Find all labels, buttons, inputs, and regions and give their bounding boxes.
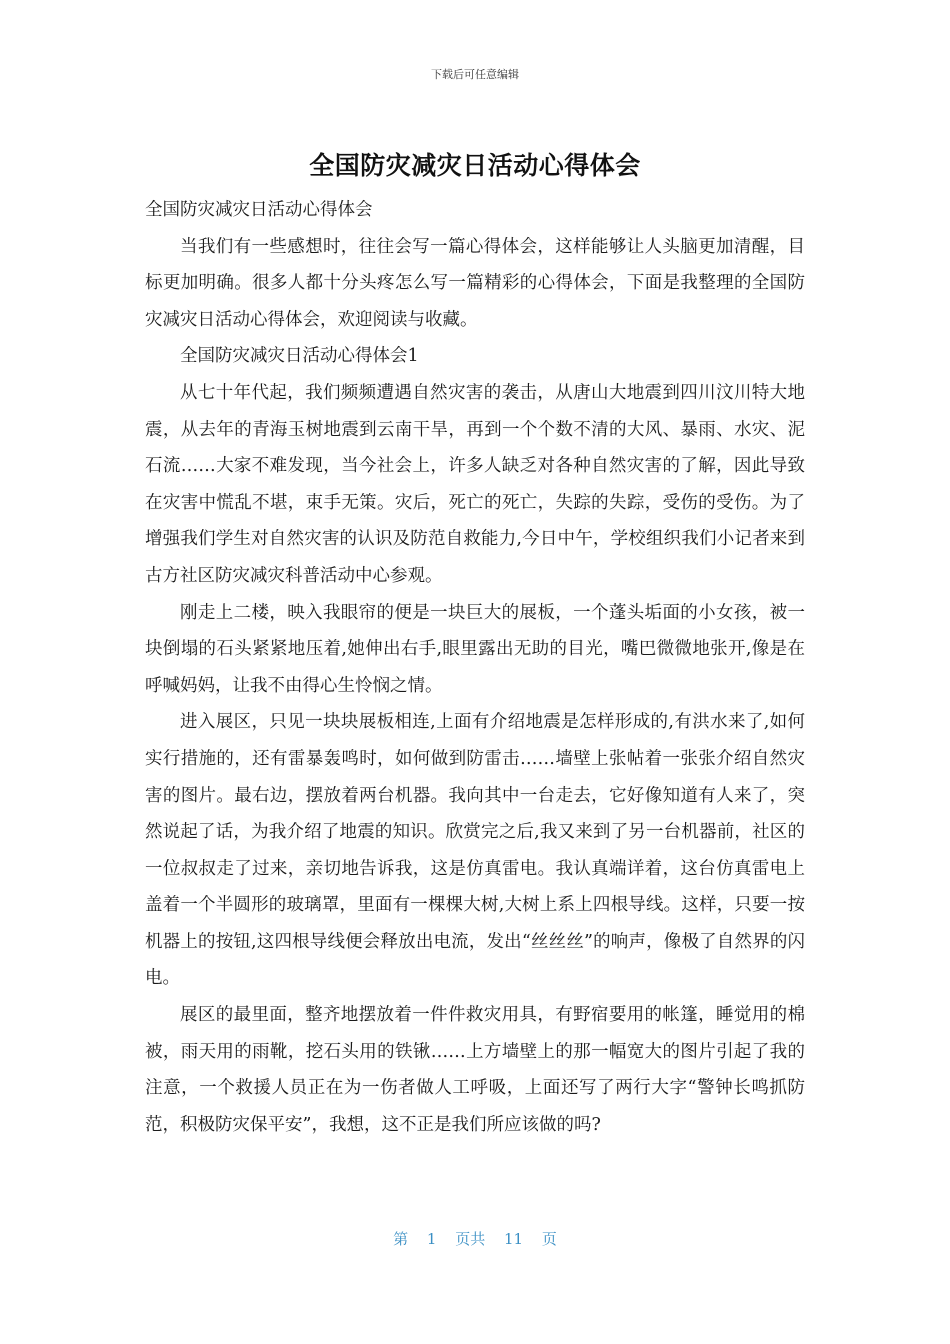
subtitle-line: 全国防灾减灾日活动心得体会 xyxy=(145,200,373,220)
footer-word-page: 第 xyxy=(393,1230,409,1248)
footer-total-pages: 11 xyxy=(504,1230,524,1248)
paragraph: 刚走上二楼，映入我眼帘的便是一块巨大的展板，一个蓬头垢面的小女孩，被一块倒塌的石头紧紧地压着,她伸出右手,眼里露出无助的目光，嘴巴微微地张开,像是在呼喊妈妈，让我不由得心生怜悯之情。 xyxy=(145,602,805,696)
section-heading: 全国防灾减灾日活动心得体会1 xyxy=(180,346,419,367)
paragraph: 进入展区，只见一块块展板相连,上面有介绍地震是怎样形成的,有洪水来了,如何实行措施的，还有雷暴轰鸣时，如何做到防雷击……墙壁上张帖着一张张介绍自然灾害的图片。最右边，摆放着两台机器。我向其中一台走去，它好像知道有人来了，突然说起了话，为我介绍了地震的知识。欣赏完之后,我又来到了另一台机器前，社区的一位叔叔走了过来，亲切地告诉我，这是仿真雷电。我认真端详着，这台仿真雷电上盖着一个半圆形的玻璃罩，里面有一棵棵大树,大树上系上四根导线。这样，只要一按机器上的按钮,这四根导线便会释放出电流，发出“丝丝丝”的响声，像极了自然界的闪电。 xyxy=(145,712,805,989)
paragraph-intro: 当我们有一些感想时，往往会写一篇心得体会，这样能够让人头脑更加清醒，目标更加明确。很多人都十分头疼怎么写一篇精彩的心得体会，下面是我整理的全国防灾减灾日活动心得体会，欢迎阅读与收藏。 xyxy=(145,236,805,330)
document-body xyxy=(145,192,805,1143)
footer-word-page-end: 页 xyxy=(541,1230,557,1248)
header-note: 下载后可任意编辑 xyxy=(431,68,519,81)
document-title: 全国防灾减灾日活动心得体会 xyxy=(309,151,641,180)
paragraph: 从七十年代起，我们频频遭遇自然灾害的袭击，从唐山大地震到四川汶川特大地震，从去年的青海玉树地震到云南干旱，再到一个个数不清的大风、暴雨、水灾、泥石流……大家不难发现，当今社会上，许多人缺乏对各种自然灾害的了解，因此导致在灾害中慌乱不堪，束手无策。灾后，死亡的死亡，失踪的失踪，受伤的受伤。为了增强我们学生对自然灾害的认识及防范自救能力,今日中午，学校组织我们小记者来到古方社区防灾减灾科普活动中心参观。 xyxy=(145,382,805,586)
footer-current-page: 1 xyxy=(426,1230,437,1248)
footer-word-of: 页共 xyxy=(455,1230,486,1248)
page-footer xyxy=(0,1228,950,1249)
paragraph: 展区的最里面，整齐地摆放着一件件救灾用具，有野宿要用的帐篷，睡觉用的棉被，雨天用的雨靴，挖石头用的铁锹……上方墙壁上的那一幅宽大的图片引起了我的注意，一个救援人员正在为一伤者做人工呼吸，上面还写了两行大字“警钟长鸣抓防范，积极防灾保平安”，我想，这不正是我们所应该做的吗? xyxy=(145,1005,805,1135)
